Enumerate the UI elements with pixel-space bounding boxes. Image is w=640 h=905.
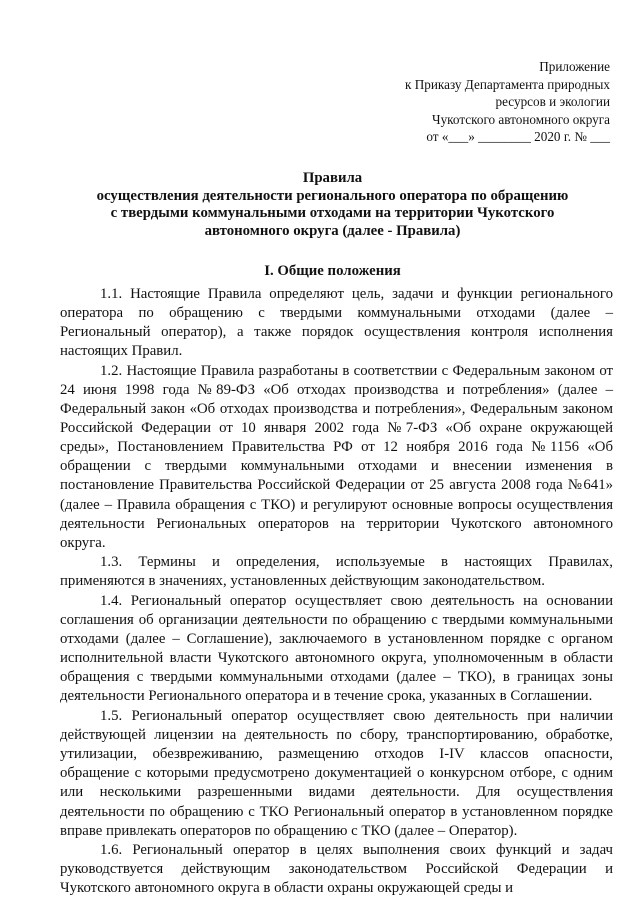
paragraph: 1.5. Региональный оператор осуществляет свою деятельность при наличии действующей лицензии на деятельность по сбору, транспортированию, обработке, утилизации, обезвреживанию, размещению отходов I-IV классов опасности, обращение с которыми предусмотрено документацией о конкурсном отборе, с одним или несколькими разрешенными видами деятельности. Для осуществления деятельности по обращению с ТКО Региональный оператор в установленном порядке вправе привлекать операторов по обращению с ТКО (далее – Оператор). [60, 708, 613, 839]
paragraph: 1.2. Настоящие Правила разработаны в соответствии с Федеральным законом от 24 июня 1998 года №89-ФЗ «Об отходах производства и потребления» (далее – Федеральный закон «Об отходах производства и потребления», Федеральным законом Российской Федерации от 10 января 2002 года №7-ФЗ «Об охране окружающей среды», Постановлением Правительства РФ от 12 ноября 2016 года №1156 «Об обращении с твердыми коммунальными отходами и внесении изменения в постановление Правительства Российской Федерации от 25 августа 2008 года №641» (далее – Правила обращения с ТКО) и регулируют основные вопросы осуществления деятельности Региональных операторов на территории Чукотского автономного округа. [60, 362, 613, 551]
appendix-line: от «___» ________ 2020 г. № ___ [426, 129, 610, 145]
appendix-line: Чукотского автономного округа [432, 111, 610, 127]
title-line: Правила [302, 170, 363, 186]
paragraph: 1.4. Региональный оператор осуществляет свою деятельность на основании соглашения об организации деятельности по обращению с твердыми коммунальными отходами (далее – Соглашение), заключаемого в установленном порядке с органом исполнительной власти Чукотского автономного округа, уполномоченным в области обращения с твердыми коммунальными отходами (далее – ТКО), в границах зоны деятельности Регионального оператора и в течение срока, указанных в Соглашении. [60, 593, 613, 705]
paragraph: 1.6. Региональный оператор в целях выполнения своих функций и задач руководствуется действующим законодательством Российской Федерации и Чукотского автономного округа в области охраны окружающей среды и [60, 842, 613, 897]
title-line: автономного округа (далее - Правила) [204, 222, 461, 239]
document-title [60, 170, 605, 240]
title-line: осуществления деятельности регионального оператора по обращению [96, 187, 569, 204]
paragraph: 1.1. Настоящие Правила определяют цель, задачи и функции регионального оператора по обращению с твердыми коммунальными отходами (далее – Региональный оператор), а также порядок осуществления контроля исполнения настоящих Правил. [60, 286, 613, 360]
document-body [60, 285, 613, 899]
appendix-line: ресурсов и экологии [495, 94, 610, 110]
section-heading: I. Общие положения [264, 263, 401, 279]
appendix-block [350, 58, 610, 146]
paragraph: 1.3. Термины и определения, используемые в настоящих Правилах, применяются в значениях, установленных действующим законодательством. [60, 554, 613, 590]
appendix-line: к Приказу Департамента природных [405, 76, 610, 92]
appendix-line: Приложение [539, 59, 610, 74]
title-line: с твердыми коммунальными отходами на территории Чукотского [110, 205, 555, 222]
